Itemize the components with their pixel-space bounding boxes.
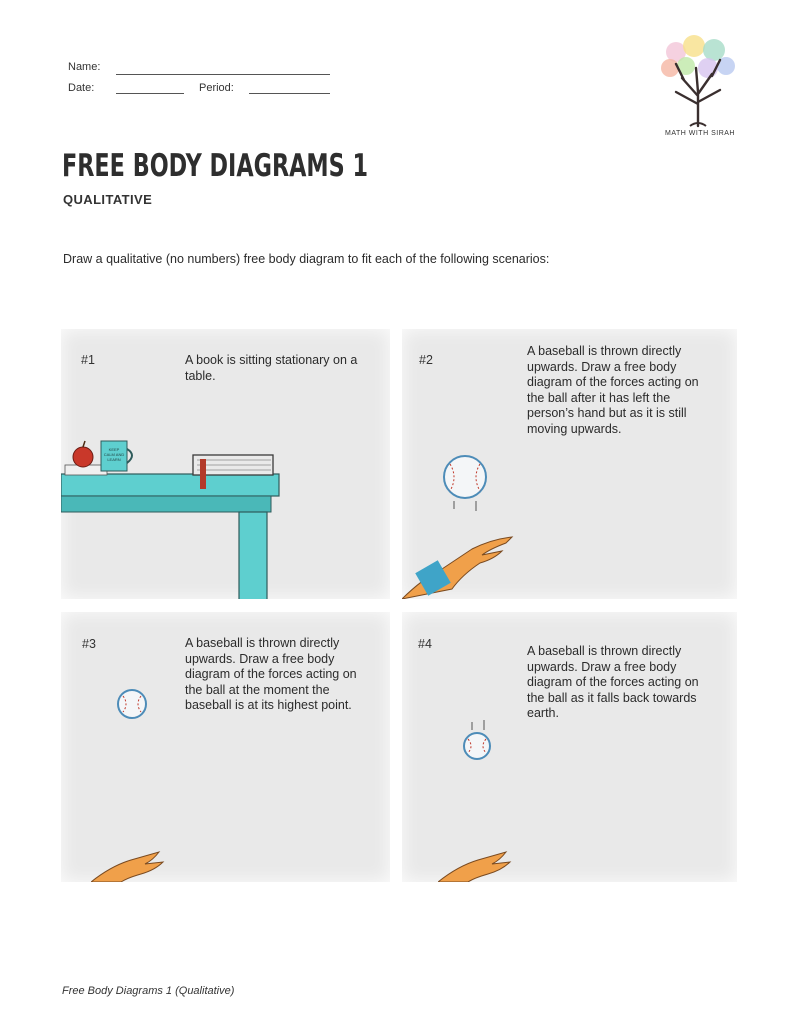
baseball-icon: [402, 612, 737, 882]
page-title: FREE BODY DIAGRAMS 1: [62, 148, 368, 184]
name-label: Name:: [68, 61, 101, 73]
baseball-icon: [61, 612, 390, 882]
name-field[interactable]: [116, 73, 330, 75]
logo-caption: MATH WITH SIRAH: [665, 130, 735, 137]
panel-prompt: A baseball is thrown directly upwards. Draw a free body diagram of the forces acting on the ball as it falls back towards earth.: [527, 644, 699, 720]
hand-icon: [402, 519, 542, 599]
mug-text: KEEP CALM AND LEARN: [103, 447, 125, 462]
period-label: Period:: [199, 82, 234, 94]
instructions: Draw a qualitative (no numbers) free body diagram to fit each of the following scenarios:: [63, 252, 550, 266]
panel-number: #2: [419, 353, 433, 367]
period-field[interactable]: [249, 92, 330, 94]
hand-icon: [91, 848, 181, 882]
panel-prompt: A book is sitting stationary on a table.: [185, 353, 358, 383]
tree-logo-icon: [654, 34, 744, 144]
panel-4[interactable]: [402, 612, 737, 882]
panel-2[interactable]: [402, 329, 737, 599]
panel-1[interactable]: [61, 329, 390, 599]
panel-3[interactable]: [61, 612, 390, 882]
panel-number: #3: [82, 637, 96, 651]
date-label: Date:: [68, 82, 95, 94]
date-field[interactable]: [116, 92, 184, 94]
panel-number: #1: [81, 353, 95, 367]
hand-icon: [438, 848, 528, 882]
footer-text: Free Body Diagrams 1 (Qualitative): [62, 985, 235, 997]
panel-prompt: A baseball is thrown directly upwards. Draw a free body diagram of the forces acting on the ball after it has left the person’s hand but as it is still moving upwards.: [527, 344, 699, 436]
panel-number: #4: [418, 637, 432, 651]
page-subtitle: QUALITATIVE: [63, 192, 153, 207]
panel-prompt: A baseball is thrown directly upwards. Draw a free body diagram of the forces acting on the ball at the moment the baseball is at its highest point.: [185, 636, 357, 712]
